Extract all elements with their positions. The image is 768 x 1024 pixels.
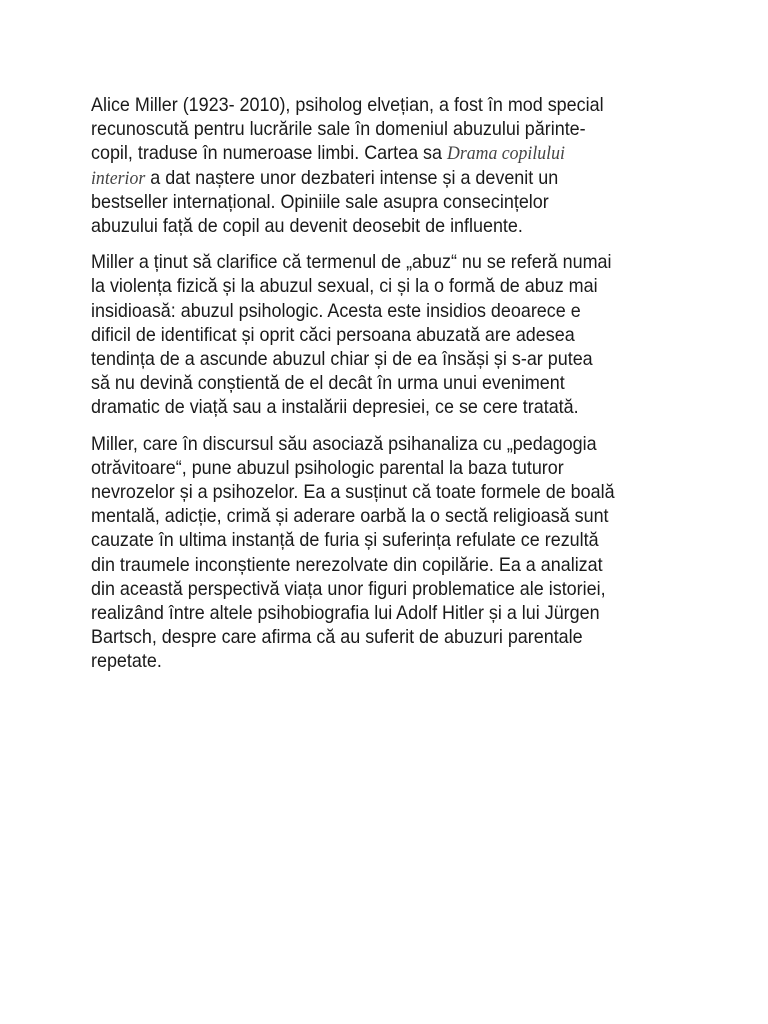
paragraph-1-line-6: abuzului față de copil au devenit deosebit de influente.	[91, 216, 523, 238]
book-title-part-1: Drama copilului	[446, 143, 565, 165]
paragraph-2-line-5: tendința de a ascunde abuzul chiar și de ea însăși și s-ar putea	[91, 349, 593, 371]
paragraph-2-line-2: la violența fizică și la abuzul sexual, ci și la o formă de abuz mai	[91, 276, 598, 298]
paragraph-3	[91, 433, 659, 675]
paragraph-3-line-5: cauzate în ultima instanță de furia și suferința refulate ce rezultă	[91, 530, 599, 552]
paragraph-1-line-5: bestseller internațional. Opiniile sale asupra consecințelor	[91, 191, 549, 213]
paragraph-1-line-2: recunoscută pentru lucrările sale în domeniul abuzului părinte-	[91, 119, 586, 141]
paragraph-3-line-6: din traumele inconștiente nerezolvate din copilărie. Ea a analizat	[91, 554, 603, 576]
paragraph-2-line-4: dificil de identificat și oprit căci persoana abuzată are adesea	[91, 324, 575, 346]
paragraph-1-line-4	[91, 167, 659, 191]
paragraph-3-line-9: Bartsch, despre care afirma că au suferit de abuzuri parentale	[91, 627, 583, 649]
paragraph-3-line-1: Miller, care în discursul său asociază psihanaliza cu „pedagogia	[91, 433, 597, 455]
paragraph-2-line-7: dramatic de viață sau a instalării depresiei, ce se cere tratată.	[91, 397, 579, 419]
paragraph-2-line-6: să nu devină conștientă de el decât în urma unui eveniment	[91, 373, 565, 395]
paragraph-2-line-3: insidioasă: abuzul psihologic. Acesta este insidios deoarece e	[91, 300, 581, 322]
paragraph-3-line-8: realizând între altele psihobiografia lui Adolf Hitler și a lui Jürgen	[91, 603, 600, 625]
paragraph-3-line-2: otrăvitoare“, pune abuzul psihologic parental la baza tuturor	[91, 457, 564, 479]
paragraph-3-line-10: repetate.	[91, 651, 162, 673]
paragraph-3-line-4: mentală, adicție, crimă și aderare oarbă la o sectă religioasă sunt	[91, 506, 609, 528]
document-body	[91, 94, 659, 687]
paragraph-3-line-7: din această perspectivă viața unor figuri problematice ale istoriei,	[91, 578, 606, 600]
paragraph-1-line-3-text: copil, traduse în numeroase limbi. Cartea sa	[91, 143, 447, 165]
paragraph-1-line-3	[91, 142, 659, 166]
paragraph-1	[91, 94, 659, 239]
book-title-part-2: interior	[91, 167, 146, 189]
paragraph-1-line-1: Alice Miller (1923- 2010), psiholog elvețian, a fost în mod special	[91, 95, 604, 116]
paragraph-1-line-4-text: a dat naștere unor dezbateri intense și a devenit un	[150, 167, 559, 189]
paragraph-2-line-1: Miller a ținut să clarifice că termenul de „abuz“ nu se referă numai	[91, 252, 612, 274]
paragraph-2	[91, 251, 659, 420]
paragraph-3-line-3: nevrozelor și a psihozelor. Ea a susținut că toate formele de boală	[91, 482, 615, 504]
